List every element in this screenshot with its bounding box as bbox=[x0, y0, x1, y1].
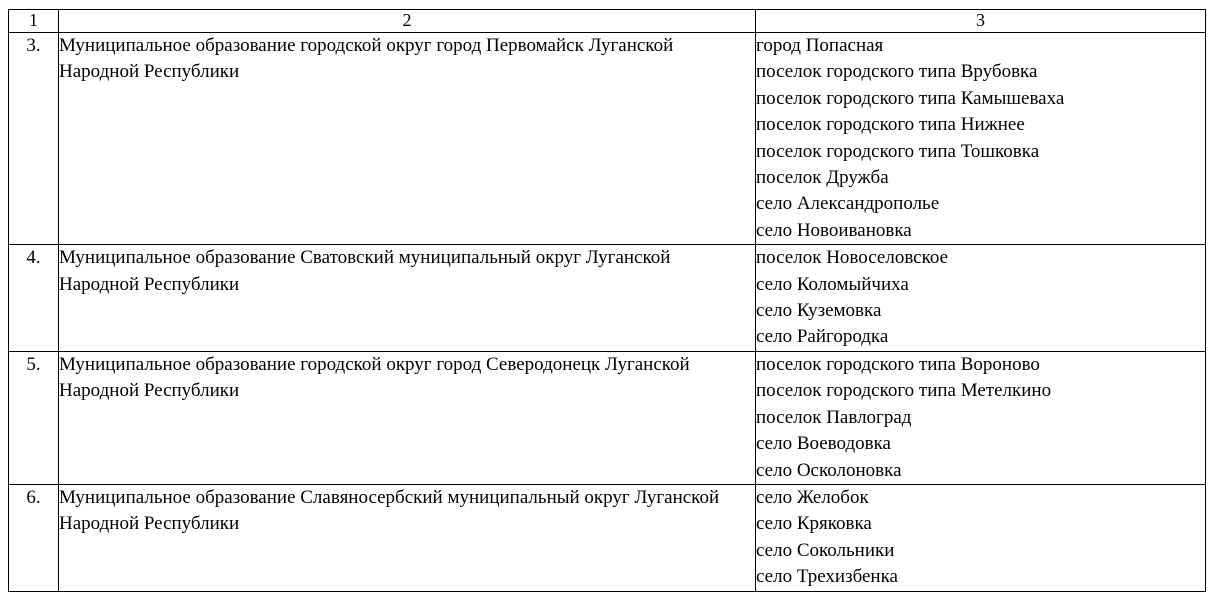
settlement-item: село Сокольники bbox=[756, 539, 895, 561]
settlement-item: село Желобок bbox=[756, 486, 869, 508]
settlement-item: село Куземовка bbox=[756, 300, 882, 322]
settlement-item: село Кряковка bbox=[756, 513, 872, 535]
settlement-list bbox=[756, 351, 1206, 484]
settlement-item: село Новоивановка bbox=[756, 219, 912, 241]
row-number: 6. bbox=[9, 484, 59, 591]
column-header-1: 1 bbox=[9, 10, 59, 33]
table-row bbox=[9, 484, 1206, 591]
municipality-name: Муниципальное образование городской округ город Первомайск Луганской Народной Республики bbox=[59, 33, 756, 245]
municipality-name: Муниципальное образование городской округ город Северодонецк Луганской Народной Республики bbox=[59, 351, 756, 484]
table-header-row bbox=[9, 10, 1206, 33]
row-number: 3. bbox=[9, 33, 59, 245]
row-number: 5. bbox=[9, 351, 59, 484]
settlement-item: село Осколоновка bbox=[756, 459, 902, 481]
settlement-item: село Райгородка bbox=[756, 326, 889, 348]
settlement-list bbox=[756, 484, 1206, 591]
settlement-item: поселок Дружба bbox=[756, 167, 889, 189]
settlement-item: поселок городского типа Врубовка bbox=[756, 61, 1038, 83]
table-row bbox=[9, 245, 1206, 352]
settlement-item: поселок городского типа Нижнее bbox=[756, 114, 1025, 136]
table-row bbox=[9, 33, 1206, 245]
column-header-2: 2 bbox=[59, 10, 756, 33]
settlement-item: поселок Павлоград bbox=[756, 406, 912, 428]
settlement-item: поселок городского типа Камышеваха bbox=[756, 87, 1065, 109]
row-number: 4. bbox=[9, 245, 59, 352]
settlement-item: село Коломыйчиха bbox=[756, 273, 909, 295]
settlement-item: поселок городского типа Вороново bbox=[756, 353, 1040, 375]
column-header-3: 3 bbox=[756, 10, 1206, 33]
settlement-item: город Попасная bbox=[756, 35, 884, 56]
municipalities-table bbox=[8, 9, 1206, 592]
table-row bbox=[9, 351, 1206, 484]
settlement-list bbox=[756, 245, 1206, 352]
settlement-item: село Александрополье bbox=[756, 193, 940, 215]
settlement-item: село Воеводовка bbox=[756, 433, 891, 455]
settlement-item: поселок городского типа Метелкино bbox=[756, 380, 1052, 402]
municipality-name: Муниципальное образование Славяносербский муниципальный округ Луганской Народной Республики bbox=[59, 484, 756, 591]
settlement-list bbox=[756, 33, 1206, 245]
municipality-name: Муниципальное образование Сватовский муниципальный округ Луганской Народной Республики bbox=[59, 245, 756, 352]
settlement-item: село Трехизбенка bbox=[756, 566, 898, 588]
settlement-item: поселок Новоселовское bbox=[756, 247, 949, 269]
settlement-item: поселок городского типа Тошковка bbox=[756, 140, 1040, 162]
